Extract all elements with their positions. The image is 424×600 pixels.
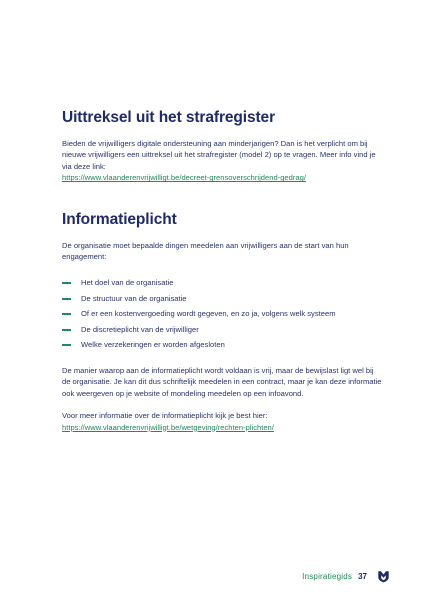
informatieplicht-intro: De organisatie moet bepaalde dingen meedelen aan vrijwilligers aan de start van hun engagement: — [62, 240, 349, 262]
list-item — [62, 291, 382, 307]
list-item — [62, 337, 382, 353]
strafregister-body: Bieden de vrijwilligers digitale ondersteuning aan minderjarigen? Dan is het verplicht om bij nieuwe vrijwilligers een uittreksel uit het strafregister (model 2) op te vragen. Meer info vind je via deze link: — [62, 139, 376, 171]
section-title-informatieplicht: Informatieplicht — [62, 210, 177, 228]
dash-bullet-icon — [62, 313, 71, 315]
list-item — [62, 275, 382, 291]
informatieplicht-list — [62, 275, 382, 353]
section-title-strafregister: Uittreksel uit het strafregister — [62, 109, 276, 126]
rechten-plichten-link[interactable]: https://www.vlaanderenvrijwilligt.be/wetgeving/rechten-plichten/ — [62, 422, 274, 432]
more-info-paragraph — [62, 410, 382, 433]
list-item — [62, 306, 382, 322]
shield-logo-icon — [377, 570, 390, 583]
informatieplicht-paragraph: De manier waarop aan de informatieplicht wordt voldaan is vrij, maar de bewijslast ligt wel bij de organisatie. Je kan dit dus schriftelijk meedelen in een contract, maar je kan deze informatie ook weergeven op je website of mondeling meedelen op een infoavond. — [62, 365, 382, 398]
footer-guide-label: Inspiratiegids — [302, 571, 353, 581]
list-item-text: De structuur van de organisatie — [81, 293, 187, 303]
main-content — [62, 108, 382, 433]
list-item-text: Het doel van de organisatie — [81, 278, 174, 288]
list-item-text: De discretieplicht van de vrijwilliger — [81, 324, 199, 334]
list-item-text: Welke verzekeringen er worden afgesloten — [81, 340, 225, 350]
more-info-text: Voor meer informatie over de informatieplicht kijk je best hier: — [62, 411, 268, 421]
dash-bullet-icon — [62, 282, 71, 284]
section-text-strafregister — [62, 138, 382, 184]
list-item — [62, 322, 382, 338]
dash-bullet-icon — [62, 329, 71, 331]
page-number: 37 — [358, 571, 367, 581]
list-item-text: Of er een kostenvergoeding wordt gegeven, en zo ja, volgens welk systeem — [81, 309, 336, 319]
dash-bullet-icon — [62, 344, 71, 346]
strafregister-link[interactable]: https://www.vlaanderenvrijwilligt.be/decreet-grensoverschrijdend-gedrag/ — [62, 173, 306, 183]
page-footer — [302, 569, 390, 583]
dash-bullet-icon — [62, 298, 71, 300]
